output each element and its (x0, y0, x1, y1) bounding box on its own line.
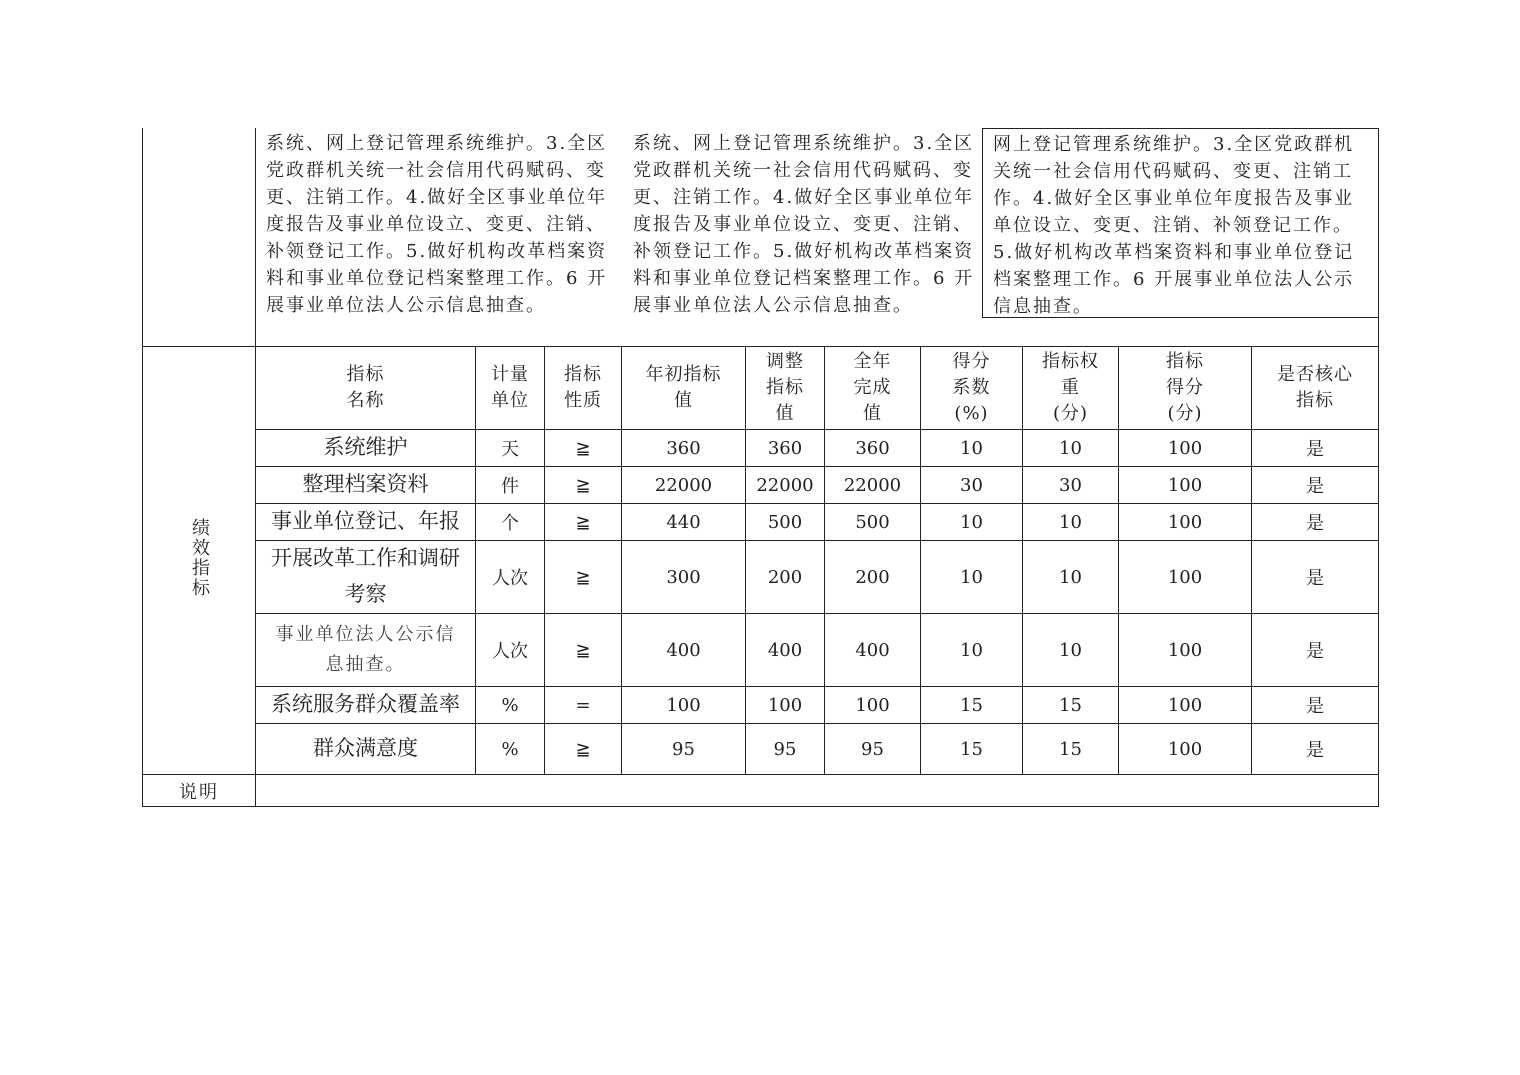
header-row (143, 347, 1379, 430)
header-cell: 调整 指标 值 (746, 347, 825, 430)
cell-weight: 15 (1023, 724, 1119, 775)
cell-weight: 10 (1023, 504, 1119, 541)
cell-nature: ≧ (545, 541, 622, 614)
cell-name: 开展改革工作和调研考察 (256, 541, 476, 614)
header-cell: 年初指标 值 (622, 347, 746, 430)
cell-nature: ≧ (545, 724, 622, 775)
cell-score: 100 (1119, 687, 1252, 724)
header-cell: 是否核心 指标 (1252, 347, 1379, 430)
cell-score: 100 (1119, 724, 1252, 775)
cell-score: 100 (1119, 504, 1252, 541)
task-text-initial: 系统、网上登记管理系统维护。3.全区党政群机关统一社会信用代码赋码、变更、注销工作。4.做好全区事业单位年度报告及事业单位设立、变更、注销、补领登记工作。5.做好机构改革档案资料和事业单位登记档案整理工作。6 开展事业单位法人公示信息抽查。 (255, 128, 629, 346)
cell-adjusted: 100 (746, 687, 825, 724)
footer-content (256, 775, 1379, 807)
cell-adjusted: 400 (746, 614, 825, 687)
task-text-row (142, 128, 1379, 346)
cell-nature: = (545, 687, 622, 724)
cell-initial: 440 (622, 504, 746, 541)
cell-unit: % (476, 687, 545, 724)
cell-core: 是 (1252, 614, 1379, 687)
task-text-completed: 网上登记管理系统维护。3.全区党政群机关统一社会信用代码赋码、变更、注销工作。4.做好全区事业单位年度报告及事业单位设立、变更、注销、补领登记工作。5.做好机构改革档案资料和事业单位登记档案整理工作。6 开展事业单位法人公示信息抽查。 (982, 128, 1379, 318)
footer-label: 说明 (143, 775, 256, 807)
cell-adjusted: 500 (746, 504, 825, 541)
cell-adjusted: 22000 (746, 467, 825, 504)
cell-score: 100 (1119, 430, 1252, 467)
cell-core: 是 (1252, 430, 1379, 467)
table-row (143, 687, 1379, 724)
cell-core: 是 (1252, 687, 1379, 724)
cell-coef: 15 (921, 724, 1023, 775)
cell-score: 100 (1119, 541, 1252, 614)
cell-initial: 400 (622, 614, 746, 687)
table-row (143, 541, 1379, 614)
side-label-cell (143, 347, 256, 775)
cell-unit: 人次 (476, 541, 545, 614)
cell-nature: ≧ (545, 430, 622, 467)
cell-coef: 30 (921, 467, 1023, 504)
header-cell: 计量 单位 (476, 347, 545, 430)
cell-adjusted: 95 (746, 724, 825, 775)
cell-completed: 22000 (825, 467, 921, 504)
header-cell: 指标 性质 (545, 347, 622, 430)
cell-weight: 10 (1023, 430, 1119, 467)
cell-name: 整理档案资料 (256, 467, 476, 504)
cell-unit: 件 (476, 467, 545, 504)
cell-coef: 10 (921, 541, 1023, 614)
cell-name: 事业单位法人公示信息抽查。 (256, 614, 476, 687)
table-row (143, 430, 1379, 467)
cell-coef: 10 (921, 504, 1023, 541)
footer-row (143, 775, 1379, 807)
cell-initial: 300 (622, 541, 746, 614)
cell-completed: 95 (825, 724, 921, 775)
cell-completed: 360 (825, 430, 921, 467)
cell-unit: % (476, 724, 545, 775)
cell-initial: 100 (622, 687, 746, 724)
header-cell: 指标 得分 (分) (1119, 347, 1252, 430)
cell-score: 100 (1119, 467, 1252, 504)
cell-nature: ≧ (545, 614, 622, 687)
cell-unit: 人次 (476, 614, 545, 687)
cell-core: 是 (1252, 724, 1379, 775)
table-row (143, 467, 1379, 504)
table-row (143, 614, 1379, 687)
cell-coef: 10 (921, 614, 1023, 687)
cell-nature: ≧ (545, 504, 622, 541)
table-row (143, 504, 1379, 541)
cell-nature: ≧ (545, 467, 622, 504)
right-border-segment (1378, 318, 1379, 346)
cell-adjusted: 360 (746, 430, 825, 467)
header-cell: 得分 系数 (%) (921, 347, 1023, 430)
cell-coef: 15 (921, 687, 1023, 724)
cell-adjusted: 200 (746, 541, 825, 614)
header-cell: 指标权 重 (分) (1023, 347, 1119, 430)
performance-sheet (142, 128, 1379, 803)
cell-initial: 95 (622, 724, 746, 775)
cell-initial: 22000 (622, 467, 746, 504)
cell-unit: 个 (476, 504, 545, 541)
cell-weight: 10 (1023, 614, 1119, 687)
header-cell: 全年 完成 值 (825, 347, 921, 430)
cell-weight: 10 (1023, 541, 1119, 614)
cell-name: 群众满意度 (256, 724, 476, 775)
left-blank-cell (142, 128, 256, 346)
task-text-adjusted: 系统、网上登记管理系统维护。3.全区党政群机关统一社会信用代码赋码、变更、注销工作。4.做好全区事业单位年度报告及事业单位设立、变更、注销、补领登记工作。5.做好机构改革档案资料和事业单位登记档案整理工作。6 开展事业单位法人公示信息抽查。 (633, 133, 975, 316)
cell-name: 系统服务群众覆盖率 (256, 687, 476, 724)
cell-unit: 天 (476, 430, 545, 467)
cell-name: 事业单位登记、年报 (256, 504, 476, 541)
cell-core: 是 (1252, 541, 1379, 614)
cell-name: 系统维护 (256, 430, 476, 467)
table-row (143, 724, 1379, 775)
cell-core: 是 (1252, 504, 1379, 541)
cell-core: 是 (1252, 467, 1379, 504)
cell-coef: 10 (921, 430, 1023, 467)
indicator-table (142, 346, 1379, 807)
side-label: 绩效指标 (189, 518, 210, 598)
cell-completed: 500 (825, 504, 921, 541)
cell-completed: 100 (825, 687, 921, 724)
cell-weight: 30 (1023, 467, 1119, 504)
cell-weight: 15 (1023, 687, 1119, 724)
cell-score: 100 (1119, 614, 1252, 687)
cell-completed: 200 (825, 541, 921, 614)
header-cell: 指标 名称 (256, 347, 476, 430)
cell-initial: 360 (622, 430, 746, 467)
cell-completed: 400 (825, 614, 921, 687)
